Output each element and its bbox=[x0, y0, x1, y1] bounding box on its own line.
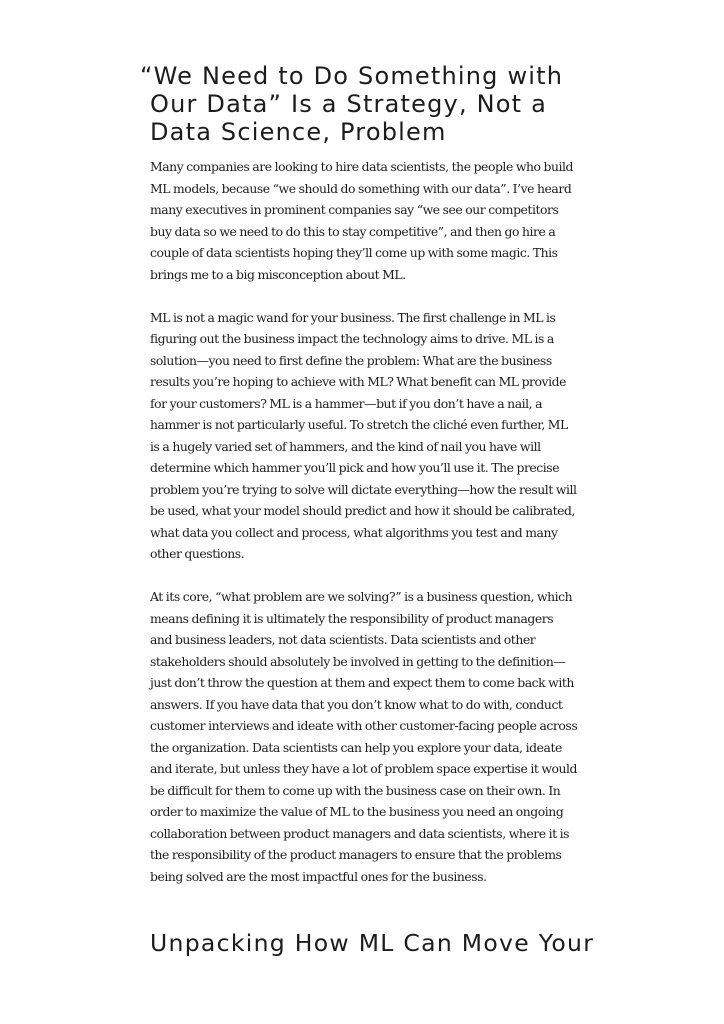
paragraph-3: At its core, “what problem are we solving?” is a business question, which means defining it is ultimately the responsibility of product managers and business leaders, not data scientists. Data scientists and other stakeholders should absolutely be involved in getting to the definition—just don’t throw the question at them and expect them to come back with answers. If you have data that you don’t know what to do with, conduct customer interviews and ideate with other customer-facing people across the organization. Data scientists can help you explore your data, ideate and iterate, but unless they have a lot of problem space expertise it would be difficult for them to come up with the business case on their own. In order to maximize the value of ML to the business you need an ongoing collaboration between product managers and data scientists, where it is the responsibility of the product managers to ensure that the problems being solved are the most impactful ones for the business. bbox=[150, 589, 578, 884]
paragraph-2: ML is not a magic wand for your business. The first challenge in ML is figuring out the business impact the technology aims to drive. ML is a solution—you need to first define the problem: What are the business results you’re hoping to achieve with ML? What benefit can ML provide for your customers? ML is a hammer—but if you don’t have a nail, a hammer is not particularly useful. To stretch the cliché even further, ML is a hugely varied set of hammers, and the kind of nail you have will determine which hammer you’ll pick and how you’ll use it. The precise problem you’re trying to solve will dictate everything—how the result will be used, what your model should predict and how it should be calibrated, what data you collect and process, what algorithms you test and many other questions. bbox=[150, 309, 577, 561]
article-section bbox=[140, 62, 578, 909]
next-section-heading: Unpacking How ML Can Move Your bbox=[150, 929, 595, 957]
section-title: “We Need to Do Something with Our Data” Is a Strategy, Not a Data Science, Problem bbox=[140, 62, 564, 146]
paragraph-1: Many companies are looking to hire data scientists, the people who build ML models, because “we should do something with our data”. I’ve heard many executives in prominent companies say “we see our competitors buy data so we need to do this to stay competitive”, and then go hire a couple of data scientists hoping they’ll come up with some magic. This brings me to a big misconception about ML. bbox=[150, 159, 574, 282]
